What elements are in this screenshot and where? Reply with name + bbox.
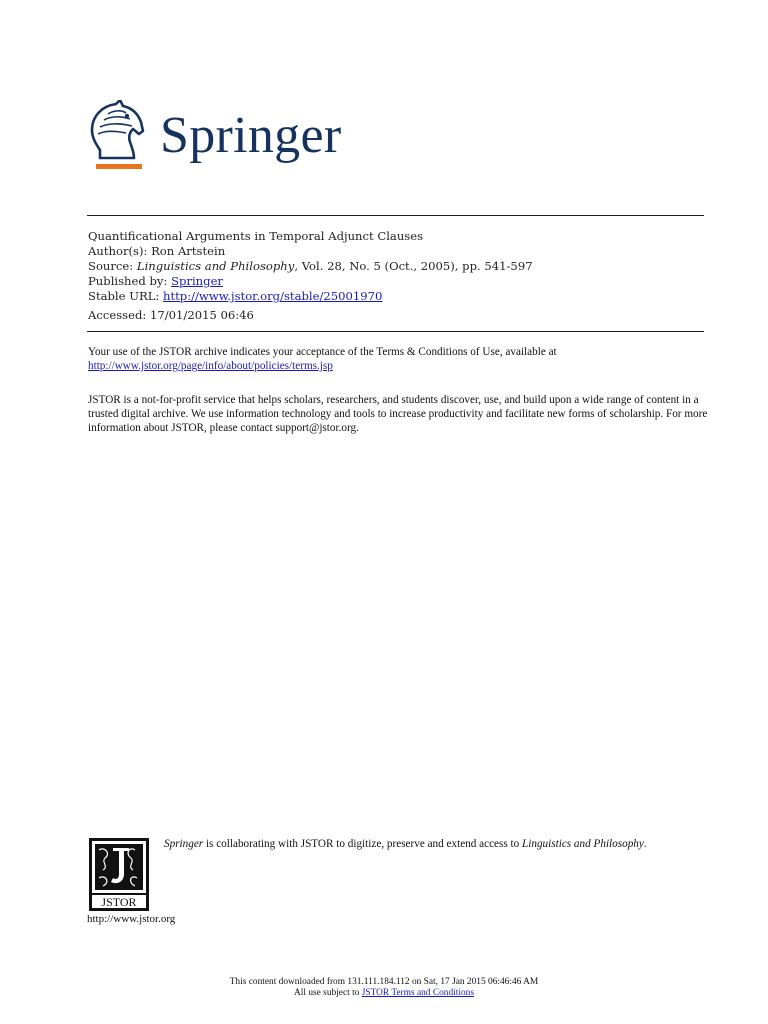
jstor-url[interactable]: http://www.jstor.org: [87, 913, 176, 925]
publisher-label: Published by:: [88, 274, 168, 288]
publisher-link[interactable]: Springer: [171, 274, 223, 288]
source-line: [88, 259, 698, 274]
author-label: Author(s):: [88, 244, 148, 258]
springer-logo: [86, 100, 356, 172]
collaboration-block: [87, 836, 707, 931]
terms-block: [88, 345, 708, 435]
terms-link[interactable]: http://www.jstor.org/page/info/about/policies/terms.jsp: [88, 360, 333, 372]
citation-block: [88, 229, 698, 323]
about-jstor-paragraph: JSTOR is a not-for-profit service that helps scholars, researchers, and students discover, use, and build upon a wide range of content in a trusted digital archive. We use information technology and tools to increase productivity and facilitate new forms of scholarship. For more information about JSTOR, please contact support@jstor.org.: [88, 394, 708, 434]
accessed-label: Accessed:: [88, 308, 147, 322]
use-terms-prefix: All use subject to: [294, 988, 362, 998]
jstor-seal-icon: [89, 838, 149, 911]
collab-journal: Linguistics and Philosophy: [522, 838, 644, 850]
terms-paragraph: [88, 345, 708, 373]
publisher-line: [88, 274, 698, 289]
journal-name: Linguistics and Philosophy: [136, 259, 295, 273]
top-divider: [87, 215, 704, 216]
download-footer: [0, 977, 768, 999]
jstor-terms-link[interactable]: JSTOR Terms and Conditions: [361, 988, 474, 998]
stable-url-label: Stable URL:: [88, 289, 160, 303]
knight-horse-icon: [86, 100, 150, 172]
author-name: Ron Artstein: [151, 244, 226, 258]
accessed-date: 17/01/2015 06:46: [150, 308, 254, 322]
springer-wordmark: Springer: [160, 107, 342, 164]
use-terms-line: [0, 988, 768, 999]
author-line: [88, 244, 698, 259]
bottom-divider: [87, 331, 704, 332]
collab-body: is collaborating with JSTOR to digitize, preserve and extend access to: [203, 838, 523, 850]
jstor-logo: [89, 838, 149, 911]
stable-url-link[interactable]: http://www.jstor.org/stable/25001970: [162, 289, 383, 303]
download-info: This content downloaded from 131.111.184.112 on Sat, 17 Jan 2015 06:46:46 AM: [229, 977, 539, 987]
stable-url-line: [88, 289, 698, 304]
terms-intro: Your use of the JSTOR archive indicates your acceptance of the Terms & Conditions of Use, available at: [88, 346, 557, 358]
accessed-line: [88, 308, 698, 323]
source-details: , Vol. 28, No. 5 (Oct., 2005), pp. 541-597: [294, 259, 533, 273]
collab-end: .: [643, 838, 647, 850]
source-label: Source:: [88, 259, 134, 273]
collaboration-text: [164, 838, 647, 850]
collab-publisher: Springer: [164, 838, 204, 850]
article-title: Quantificational Arguments in Temporal Adjunct Clauses: [88, 229, 424, 243]
jstor-logo-text: JSTOR: [101, 895, 137, 909]
